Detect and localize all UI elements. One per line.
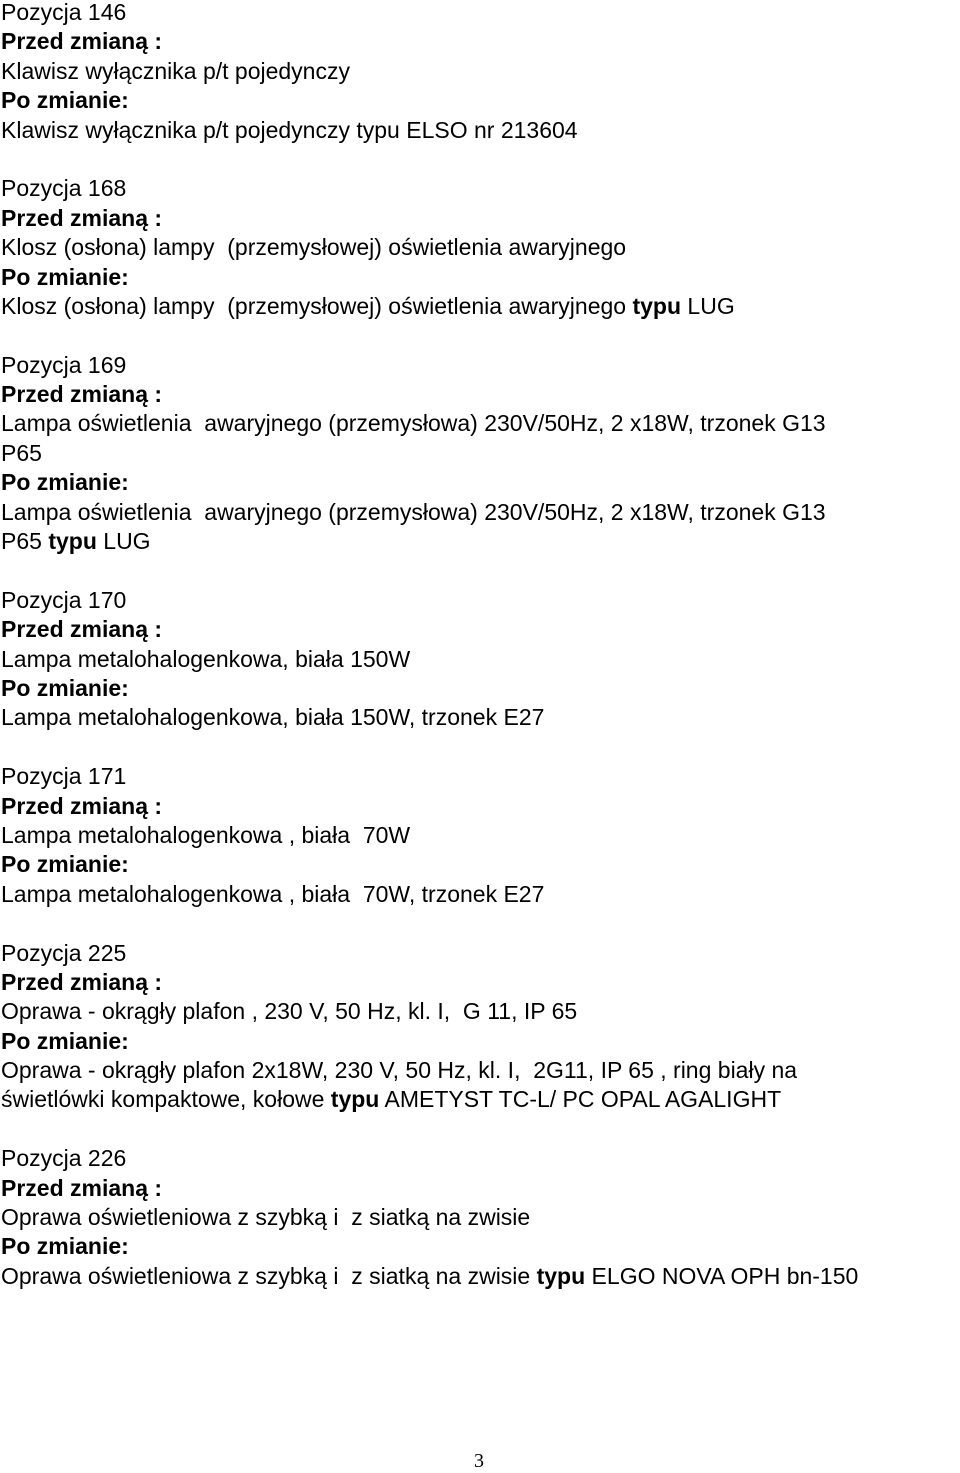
before-text: Klosz (osłona) lampy (przemysłowej) oświetlenia awaryjnego <box>1 234 627 261</box>
before-change-label: Przed zmianą : <box>1 381 163 408</box>
after-text: Klawisz wyłącznika p/t pojedynczy typu ELSO nr 213604 <box>1 116 578 143</box>
page-number: 3 <box>474 1450 484 1472</box>
after-text <box>1 1262 959 1291</box>
before-text: Oprawa - okrągły plafon , 230 V, 50 Hz, kl. I, G 11, IP 65 <box>1 998 578 1025</box>
type-keyword: typu <box>48 528 97 555</box>
after-text: Lampa metalohalogenkowa , biała 70W, trzonek E27 <box>1 880 545 907</box>
after-text-start: Oprawa oświetleniowa z szybką i z siatką na zwisie <box>1 1262 537 1289</box>
spacer <box>1 909 959 938</box>
spacer <box>1 1115 959 1144</box>
before-change-label: Przed zmianą : <box>1 968 163 995</box>
entry-heading: Pozycja 146 <box>1 0 127 25</box>
before-change-label: Przed zmianą : <box>1 1174 163 1201</box>
before-text: Lampa metalohalogenkowa, biała 150W <box>1 645 411 672</box>
after-text-continued <box>1 527 959 556</box>
type-keyword: typu <box>330 1086 380 1113</box>
after-text-start: P65 <box>1 528 49 555</box>
entry-pozycja-225 <box>1 939 959 1115</box>
before-change-label: Przed zmianą : <box>1 792 163 819</box>
after-text: Oprawa - okrągły plafon 2x18W, 230 V, 50 Hz, kl. I, 2G11, IP 65 , ring biały na <box>1 1057 798 1084</box>
after-text-end: LUG <box>681 292 735 319</box>
entry-pozycja-226 <box>1 1144 959 1291</box>
entry-pozycja-146 <box>1 0 959 145</box>
before-change-label: Przed zmianą : <box>1 28 163 55</box>
after-change-label: Po zmianie: <box>1 469 129 496</box>
entry-heading: Pozycja 170 <box>1 586 127 613</box>
after-text-end: ELGO NOVA OPH bn-150 <box>585 1262 859 1289</box>
spacer <box>1 321 959 350</box>
entry-heading: Pozycja 171 <box>1 763 127 790</box>
before-text: Lampa oświetlenia awaryjnego (przemysłowa) 230V/50Hz, 2 x18W, trzonek G13 <box>1 410 826 437</box>
after-text-end: LUG <box>96 528 151 555</box>
type-keyword: typu <box>632 292 682 319</box>
entry-heading: Pozycja 226 <box>1 1145 127 1172</box>
entry-heading: Pozycja 169 <box>1 351 127 378</box>
after-text: Lampa metalohalogenkowa, biała 150W, trzonek E27 <box>1 704 545 731</box>
after-text-start: Klosz (osłona) lampy (przemysłowej) oświetlenia awaryjnego <box>1 292 633 319</box>
spacer <box>1 556 959 585</box>
after-text-start: świetlówki kompaktowe, kołowe <box>1 1086 331 1113</box>
after-text <box>1 292 959 321</box>
type-keyword: typu <box>536 1262 586 1289</box>
entry-heading: Pozycja 225 <box>1 939 127 966</box>
after-change-label: Po zmianie: <box>1 87 129 114</box>
spacer <box>1 733 959 762</box>
after-change-label: Po zmianie: <box>1 1027 129 1054</box>
after-change-label: Po zmianie: <box>1 1233 129 1260</box>
document-body <box>1 0 959 1291</box>
before-text: Oprawa oświetleniowa z szybką i z siatką na zwisie <box>1 1204 531 1231</box>
entry-pozycja-169 <box>1 351 959 557</box>
entry-pozycja-168 <box>1 174 959 321</box>
after-text-continued <box>1 1085 959 1114</box>
after-change-label: Po zmianie: <box>1 851 129 878</box>
spacer <box>1 145 959 174</box>
before-change-label: Przed zmianą : <box>1 616 163 643</box>
before-text: Lampa metalohalogenkowa , biała 70W <box>1 821 411 848</box>
before-change-label: Przed zmianą : <box>1 204 163 231</box>
after-text: Lampa oświetlenia awaryjnego (przemysłowa) 230V/50Hz, 2 x18W, trzonek G13 <box>1 498 826 525</box>
entry-pozycja-170 <box>1 586 959 733</box>
after-change-label: Po zmianie: <box>1 674 129 701</box>
before-text: Klawisz wyłącznika p/t pojedynczy <box>1 57 350 84</box>
entry-pozycja-171 <box>1 762 959 909</box>
after-text-end: AMETYST TC-L/ PC OPAL AGALIGHT <box>379 1086 782 1113</box>
after-change-label: Po zmianie: <box>1 263 129 290</box>
before-text-continued: P65 <box>1 439 42 466</box>
entry-heading: Pozycja 168 <box>1 175 127 202</box>
